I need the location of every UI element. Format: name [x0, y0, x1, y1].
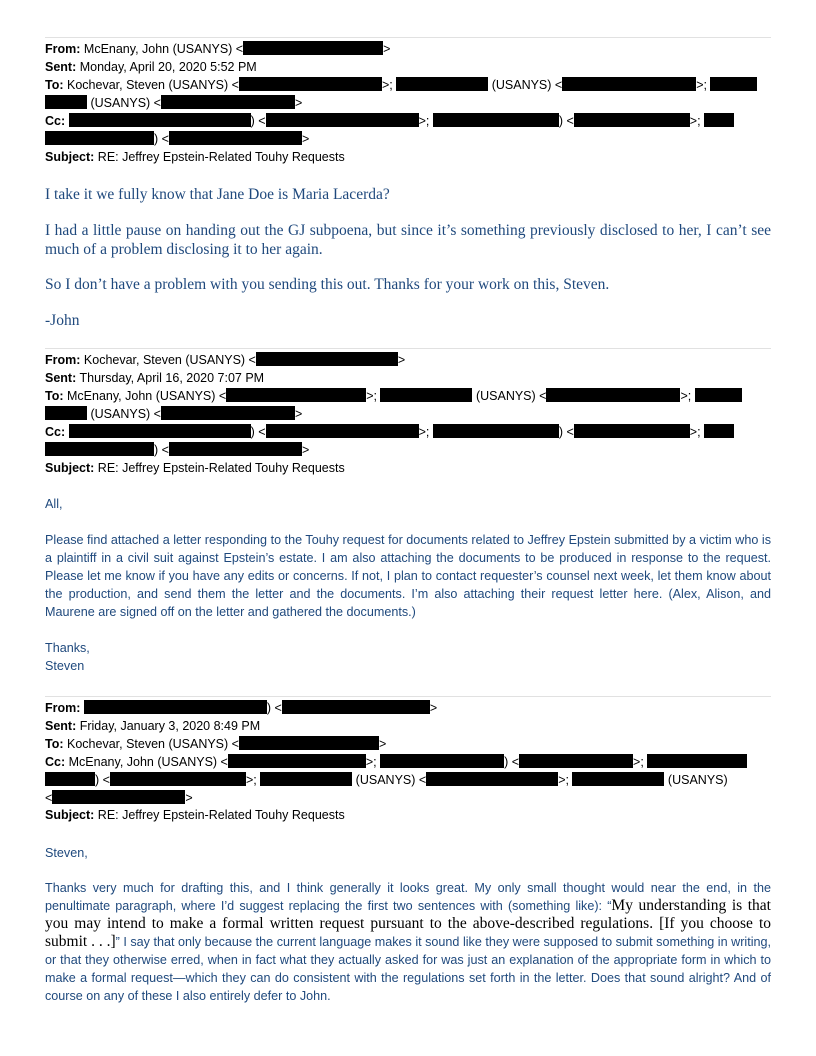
- email-separator: [45, 696, 771, 697]
- redaction-block: [110, 772, 246, 786]
- redaction-block: [519, 754, 633, 768]
- cc-label: Cc:: [45, 425, 66, 439]
- redaction-block: [710, 77, 757, 91]
- cc-line-cont: ) < >: [45, 130, 309, 148]
- subject-value: RE: Jeffrey Epstein-Related Touhy Requests: [97, 461, 345, 475]
- subject-label: Subject:: [45, 461, 95, 475]
- cc-line-cont: ) < >; (USANYS) < >; (USANYS): [45, 771, 728, 789]
- redaction-block: [572, 772, 664, 786]
- from-line: From: ) < >: [45, 701, 438, 715]
- email-body-paragraph: Please find attached a letter responding to the Touhy request for documents related to Jeffrey Epstein submitted by a victim who is a plaintiff in a civil suit against Epstein’s estate. I am also attaching the documents to be produced in response to the request. Please let me know if you have any edits or concerns. If not, I plan to contact requester’s counsel next week, let them know about the production, and send them the letter and the documents. I’m also attaching their request letter here. (Alex, Alison, and Maurene are signed off on the letter and gathered the documents.): [45, 533, 771, 619]
- redaction-block: [52, 790, 185, 804]
- email-greeting: Steven,: [45, 846, 88, 860]
- body-text: ” I say that only because the current language makes it sound like they were supposed to submit something in writing, or that they otherwise erred, when in fact what they actually asked for was just an explanation of the appropriate form in which to make a formal request—which they can do consistent with the regulations set forth in the letter. Does that sound alright? And of course on any of these I also entirely defer to John.: [45, 935, 771, 1003]
- redaction-block: [266, 424, 419, 438]
- subject-value: RE: Jeffrey Epstein-Related Touhy Requests: [97, 150, 345, 164]
- cc-line: Cc: ) < >; ) < >;: [45, 112, 734, 130]
- quoted-suggestion: My understanding is that you may intend to make a formal written request pursuant to the above-described regulations. [If you choose to submit . . .]: [45, 897, 771, 950]
- cc-line: Cc: ) < >; ) < >;: [45, 423, 734, 441]
- to-label: To:: [45, 389, 64, 403]
- from-label: From:: [45, 353, 81, 367]
- cc-line: Cc: McEnany, John (USANYS) < >; ) < >;: [45, 753, 747, 771]
- to-label: To:: [45, 737, 64, 751]
- from-value: McEnany, John (USANYS) <: [83, 42, 244, 56]
- to-line: To: McEnany, John (USANYS) < >; (USANYS) < >;: [45, 387, 742, 405]
- subject-line: [45, 459, 345, 477]
- email-signature: -John: [45, 312, 80, 329]
- to-value: McEnany, John (USANYS) <: [67, 389, 227, 403]
- redaction-block: [169, 131, 302, 145]
- body-text: Thanks very much for drafting this, and I think generally it looks great. My only small thought would near the end, in the penultimate paragraph, where I’d suggest replacing the first two sentences with (something like): “: [45, 881, 771, 913]
- subject-line: [45, 148, 345, 166]
- to-value: (USANYS) <: [90, 96, 161, 110]
- redaction-block: [84, 700, 267, 714]
- cc-value: (USANYS): [667, 773, 728, 787]
- to-value: (USANYS) <: [90, 407, 161, 421]
- redaction-block: [546, 388, 680, 402]
- cc-value: McEnany, John (USANYS) <: [68, 755, 228, 769]
- sent-value: Monday, April 20, 2020 5:52 PM: [79, 60, 257, 74]
- subject-value: RE: Jeffrey Epstein-Related Touhy Requests: [97, 808, 345, 822]
- redaction-block: [695, 388, 742, 402]
- sent-line: [45, 717, 260, 735]
- redaction-block: [380, 388, 472, 402]
- redaction-block: [426, 772, 558, 786]
- redaction-block: [45, 131, 154, 145]
- redaction-block: [45, 406, 87, 420]
- email-body-paragraph: So I don’t have a problem with you sending this out. Thanks for your work on this, Steven.: [45, 276, 610, 293]
- sent-value: Friday, January 3, 2020 8:49 PM: [79, 719, 261, 733]
- to-value: Kochevar, Steven (USANYS) <: [67, 737, 239, 751]
- redaction-block: [69, 424, 251, 438]
- cc-line-cont: < >: [45, 791, 193, 805]
- cc-label: Cc:: [45, 114, 66, 128]
- redaction-block: [433, 424, 559, 438]
- email-greeting: All,: [45, 497, 63, 511]
- redaction-block: [243, 41, 383, 55]
- from-label: From:: [45, 42, 81, 56]
- sent-label: Sent:: [45, 719, 77, 733]
- subject-line: [45, 806, 345, 824]
- redaction-block: [574, 113, 690, 127]
- email-body-paragraph: [45, 879, 771, 1005]
- email-separator: [45, 348, 771, 349]
- from-line: From: Kochevar, Steven (USANYS) < >: [45, 353, 406, 367]
- email-body-paragraph: I had a little pause on handing out the GJ subpoena, but since it’s something previously disclosed to her, I can’t see much of a problem disclosing it to her again.: [45, 222, 771, 258]
- to-value: (USANYS) <: [475, 389, 547, 403]
- redaction-block: [239, 736, 379, 750]
- from-value: Kochevar, Steven (USANYS) <: [83, 353, 256, 367]
- redaction-block: [704, 113, 734, 127]
- to-label: To:: [45, 78, 64, 92]
- redaction-block: [169, 442, 302, 456]
- sent-line: [45, 369, 264, 387]
- redaction-block: [260, 772, 352, 786]
- email-signoff: Thanks,: [45, 641, 90, 655]
- to-value: (USANYS) <: [491, 78, 563, 92]
- sent-line: [45, 58, 257, 76]
- sent-label: Sent:: [45, 60, 77, 74]
- redaction-block: [380, 754, 504, 768]
- cc-line-cont: ) < >: [45, 441, 309, 459]
- redaction-block: [396, 77, 488, 91]
- redaction-block: [574, 424, 690, 438]
- redaction-block: [45, 772, 95, 786]
- to-line: To: Kochevar, Steven (USANYS) < >; (USANYS) < >;: [45, 76, 757, 94]
- redaction-block: [239, 77, 382, 91]
- redaction-block: [228, 754, 366, 768]
- cc-label: Cc:: [45, 755, 66, 769]
- email-signature: Steven: [45, 659, 85, 673]
- redaction-block: [69, 113, 251, 127]
- email-separator: [45, 37, 771, 38]
- from-label: From:: [45, 701, 81, 715]
- to-line: To: Kochevar, Steven (USANYS) < >: [45, 737, 387, 751]
- from-line: From: McEnany, John (USANYS) < >: [45, 42, 391, 56]
- to-value: Kochevar, Steven (USANYS) <: [67, 78, 239, 92]
- subject-label: Subject:: [45, 808, 95, 822]
- redaction-block: [45, 95, 87, 109]
- to-line-cont: (USANYS) < >: [45, 94, 302, 112]
- redaction-block: [45, 442, 154, 456]
- redaction-block: [562, 77, 696, 91]
- redaction-block: [161, 406, 295, 420]
- to-line-cont: (USANYS) < >: [45, 405, 302, 423]
- redaction-block: [433, 113, 559, 127]
- redaction-block: [226, 388, 366, 402]
- redaction-block: [256, 352, 398, 366]
- redaction-block: [647, 754, 747, 768]
- redaction-block: [161, 95, 295, 109]
- redaction-block: [282, 700, 430, 714]
- email-body-paragraph: I take it we fully know that Jane Doe is Maria Lacerda?: [45, 186, 390, 203]
- redaction-block: [266, 113, 419, 127]
- sent-value: Thursday, April 16, 2020 7:07 PM: [79, 371, 265, 385]
- cc-value: (USANYS) <: [355, 773, 427, 787]
- redaction-block: [704, 424, 734, 438]
- subject-label: Subject:: [45, 150, 95, 164]
- sent-label: Sent:: [45, 371, 77, 385]
